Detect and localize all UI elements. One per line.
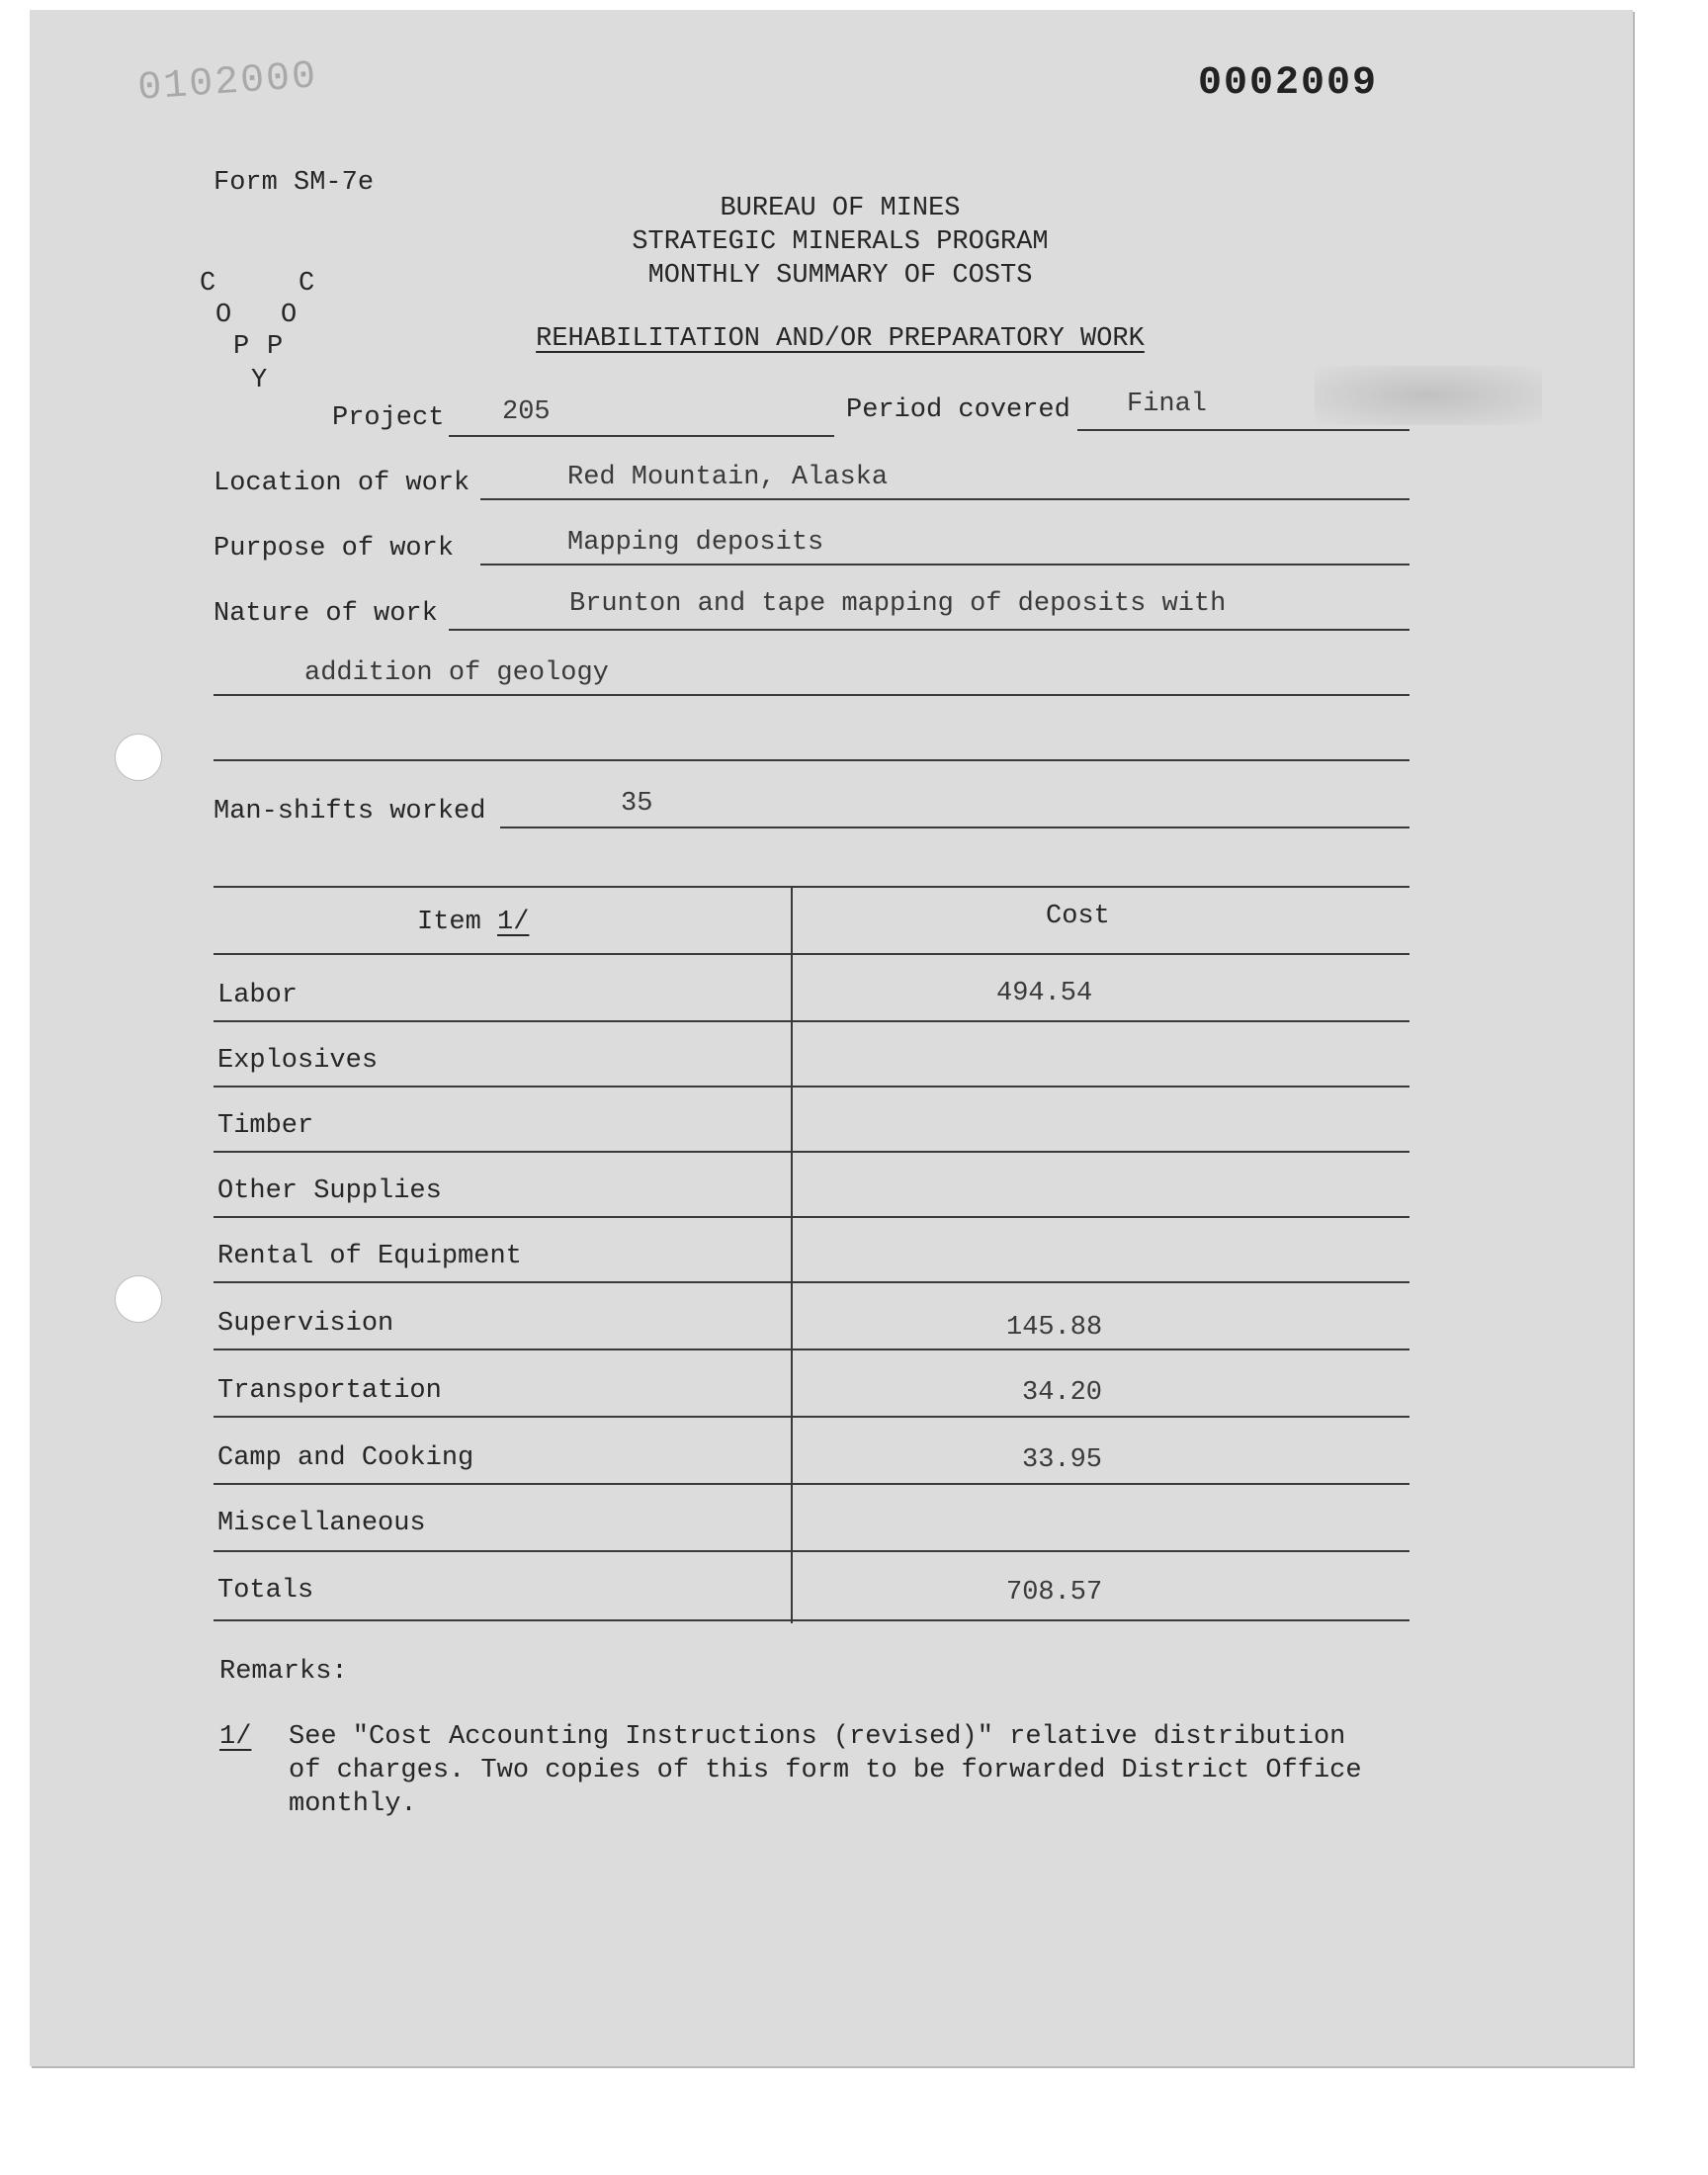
nature-line-1 xyxy=(449,629,1409,631)
table-row-rule xyxy=(214,1281,1409,1283)
nature-value-line1: Brunton and tape mapping of deposits with xyxy=(569,589,1227,619)
purpose-value: Mapping deposits xyxy=(567,528,824,558)
table-bottom-rule xyxy=(214,1619,1409,1621)
manshifts-line xyxy=(500,826,1409,828)
copy-mark-p2: P xyxy=(267,332,284,362)
blank-line xyxy=(214,759,1409,761)
table-row-cost-totals: 708.57 xyxy=(1006,1578,1103,1608)
remarks-label: Remarks: xyxy=(219,1657,348,1687)
punch-hole-bottom xyxy=(115,1275,162,1323)
copy-mark-c2: C xyxy=(299,269,315,299)
table-header-rule xyxy=(214,953,1409,955)
table-row-rule xyxy=(214,1483,1409,1485)
location-label: Location of work xyxy=(214,469,470,498)
nature-label: Nature of work xyxy=(214,599,438,629)
copy-mark-y: Y xyxy=(251,366,268,395)
faint-document-number: 0102000 xyxy=(136,54,319,112)
table-top-rule xyxy=(214,886,1409,888)
table-header-item-label: Item xyxy=(417,908,481,937)
copy-mark-o1: O xyxy=(215,301,232,330)
project-line xyxy=(449,435,834,437)
table-row-item-timber: Timber xyxy=(217,1111,314,1141)
location-line xyxy=(480,498,1409,500)
header-agency: BUREAU OF MINES xyxy=(720,194,961,223)
document-sheet xyxy=(30,10,1633,2066)
header-subtitle: REHABILITATION AND/OR PREPARATORY WORK xyxy=(536,324,1145,354)
header-program: STRATEGIC MINERALS PROGRAM xyxy=(632,227,1049,257)
remarks-note-line1: See "Cost Accounting Instructions (revised)" relative distribution xyxy=(289,1722,1346,1752)
copy-mark-o2: O xyxy=(281,301,298,330)
remarks-note-line3: monthly. xyxy=(289,1789,417,1819)
purpose-line xyxy=(480,564,1409,566)
table-row-rule xyxy=(214,1348,1409,1350)
table-column-divider xyxy=(791,886,793,1623)
manshifts-value: 35 xyxy=(621,789,653,819)
table-row-item-explosives: Explosives xyxy=(217,1046,379,1076)
remarks-note-marker: 1/ xyxy=(219,1722,252,1752)
table-row-item-transportation: Transportation xyxy=(217,1376,442,1406)
table-row-cost-labor: 494.54 xyxy=(996,979,1093,1008)
nature-line-2 xyxy=(214,694,1409,696)
form-id: Form SM-7e xyxy=(214,168,375,198)
period-value: Final xyxy=(1127,390,1208,419)
table-row-rule xyxy=(214,1151,1409,1153)
table-row-item-camp-cooking: Camp and Cooking xyxy=(217,1443,474,1473)
remarks-note-line2: of charges. Two copies of this form to be forwarded District Office xyxy=(289,1756,1362,1785)
punch-hole-top xyxy=(115,734,162,781)
table-row-rule xyxy=(214,1550,1409,1552)
project-label: Project xyxy=(332,403,445,433)
nature-value-line2: addition of geology xyxy=(304,658,609,688)
location-value: Red Mountain, Alaska xyxy=(567,463,889,492)
table-row-cost-transportation: 34.20 xyxy=(1022,1378,1103,1408)
smudge-mark xyxy=(1315,366,1542,425)
table-header-item xyxy=(417,908,529,937)
table-row-item-other-supplies: Other Supplies xyxy=(217,1176,442,1206)
period-label: Period covered xyxy=(846,395,1070,425)
table-row-rule xyxy=(214,1216,1409,1218)
table-row-rule xyxy=(214,1020,1409,1022)
table-row-rule xyxy=(214,1416,1409,1418)
table-row-item-miscellaneous: Miscellaneous xyxy=(217,1509,426,1538)
project-value: 205 xyxy=(502,397,551,427)
table-row-cost-supervision: 145.88 xyxy=(1006,1313,1103,1343)
copy-mark-p1: P xyxy=(233,332,250,362)
table-row-rule xyxy=(214,1086,1409,1088)
table-header-cost: Cost xyxy=(1046,902,1110,931)
period-line xyxy=(1077,429,1409,431)
header-report-title: MONTHLY SUMMARY OF COSTS xyxy=(647,261,1033,291)
table-row-item-rental: Rental of Equipment xyxy=(217,1242,522,1271)
table-header-item-note: 1/ xyxy=(497,908,530,937)
table-row-item-labor: Labor xyxy=(217,981,299,1010)
table-row-item-totals: Totals xyxy=(217,1576,314,1606)
table-row-cost-camp-cooking: 33.95 xyxy=(1022,1445,1103,1475)
purpose-label: Purpose of work xyxy=(214,534,455,564)
table-row-item-supervision: Supervision xyxy=(217,1309,394,1339)
document-number: 0002009 xyxy=(1198,61,1379,106)
copy-mark-c1: C xyxy=(200,269,216,299)
manshifts-label: Man-shifts worked xyxy=(214,797,486,826)
